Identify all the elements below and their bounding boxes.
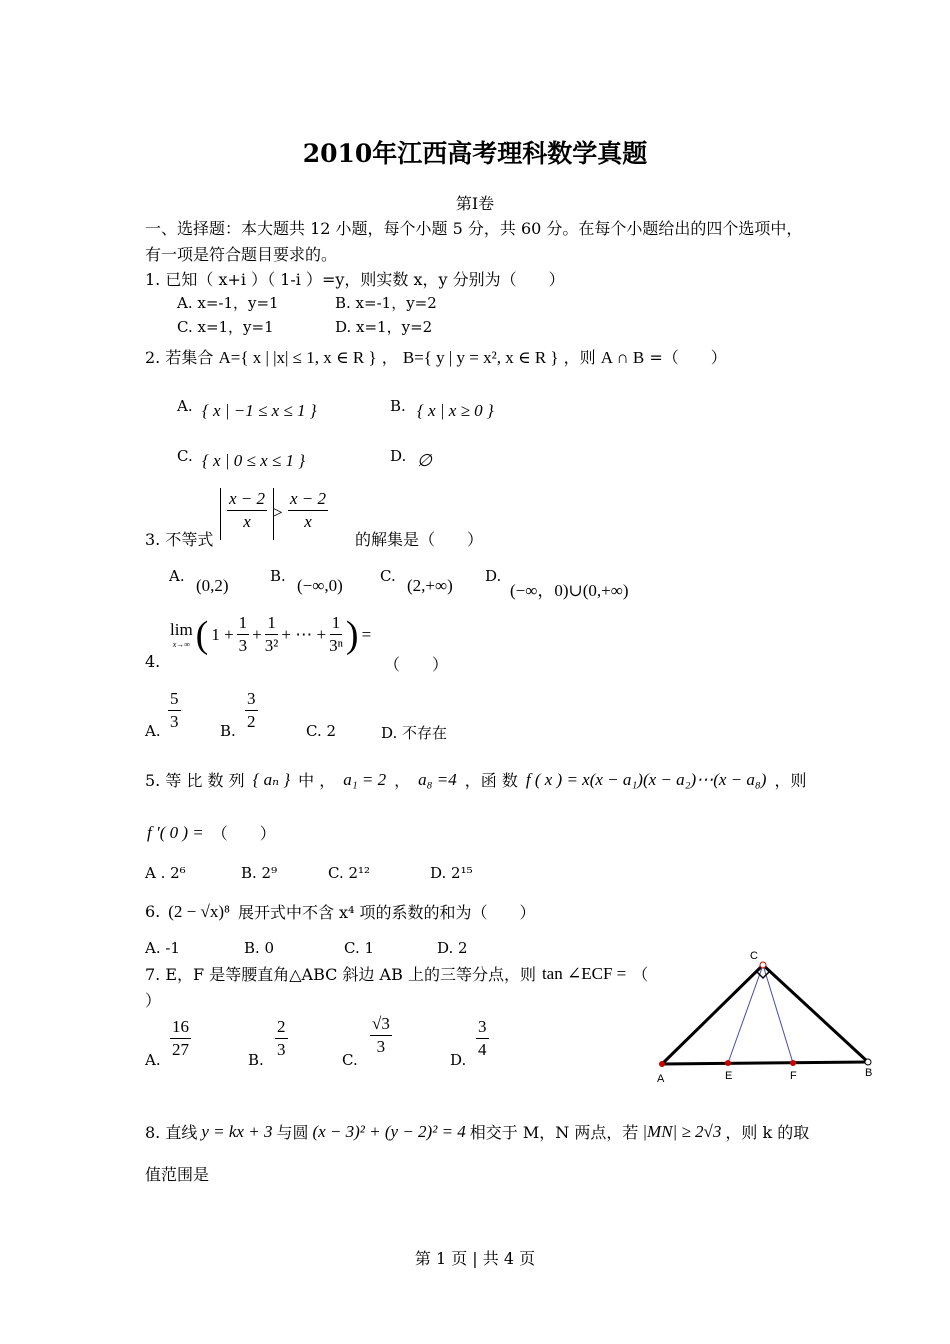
q6-number: 6. bbox=[145, 902, 161, 921]
q3-den-left: x bbox=[243, 512, 251, 531]
q4-one: 1 + bbox=[211, 624, 234, 644]
q3-fraction-left bbox=[227, 488, 267, 533]
q4-plus: + bbox=[252, 624, 262, 644]
q7-point-f bbox=[790, 1060, 796, 1066]
q2-option-d-value: ∅ bbox=[417, 451, 432, 470]
q3-option-d-label: D. bbox=[485, 567, 502, 585]
q2-stem bbox=[145, 345, 727, 368]
q7-option-b-num: 2 bbox=[275, 1016, 288, 1039]
q2-option-a-label: A. bbox=[177, 397, 193, 415]
q4-eq: = bbox=[361, 624, 372, 644]
q2-then: ，则 bbox=[563, 348, 596, 367]
q4-option-d: D. 不存在 bbox=[381, 724, 448, 742]
q7-label-e: E bbox=[725, 1070, 733, 1082]
q6-stem bbox=[145, 900, 536, 923]
q4-f3-den: 3ⁿ bbox=[329, 636, 343, 655]
q5-derivative: f ′( 0 ) = bbox=[147, 822, 204, 842]
page-footer: 第 1 页 | 共 4 页 bbox=[414, 1249, 536, 1268]
q5-comma: ， bbox=[394, 771, 411, 790]
q4-paren-open: ( bbox=[195, 613, 209, 656]
q3-option-c-value: (2,+∞) bbox=[407, 576, 453, 595]
q4-f2-den: 3² bbox=[264, 636, 279, 655]
q5-zhong: 中 ， bbox=[298, 771, 336, 790]
q7-point-b bbox=[865, 1059, 871, 1065]
q1-option-c: C. x=1，y=1 bbox=[177, 318, 274, 336]
q3-option-b-label: B. bbox=[270, 567, 286, 585]
q7-option-c-num: √3 bbox=[370, 1013, 392, 1036]
q7-option-a-label: A. bbox=[145, 1051, 161, 1069]
q7-option-c-den: 3 bbox=[376, 1037, 386, 1056]
q2-set-a: A={ x | |x| ≤ 1, x ∈ R } bbox=[218, 348, 377, 367]
q7-option-d-fraction bbox=[476, 1016, 489, 1061]
q5-prefix: 5. 等 比 数 列 bbox=[145, 771, 245, 790]
q3-gt: > bbox=[273, 503, 283, 522]
q5-sequence: { aₙ } bbox=[252, 769, 291, 789]
q4-option-b-label: B. bbox=[220, 722, 236, 740]
q4-paren-close: ) bbox=[345, 613, 359, 656]
q7-option-d-num: 3 bbox=[476, 1016, 489, 1039]
q8-line-2: 值范围是 bbox=[145, 1165, 210, 1184]
q2-option-c-value: { x | 0 ≤ x ≤ 1 } bbox=[202, 451, 306, 470]
q3-option-b-value: (−∞,0) bbox=[297, 576, 343, 595]
q7-point-e bbox=[725, 1060, 731, 1066]
q4-dots: + ⋯ + bbox=[281, 624, 327, 644]
q4-option-b-fraction bbox=[245, 688, 258, 733]
q4-option-a-label: A. bbox=[145, 722, 161, 740]
q4-option-c: C. 2 bbox=[306, 722, 337, 740]
q7-label-a: A bbox=[657, 1073, 665, 1085]
q5-deriv-line bbox=[147, 821, 276, 844]
intro-line-1: 一、选择题：本大题共 12 小题，每个小题 5 分，共 60 分。在每个小题给出的四个选项中， bbox=[145, 219, 803, 238]
q4-option-b-num: 3 bbox=[245, 688, 258, 711]
q8-tail: ，则 k 的取 bbox=[725, 1123, 810, 1142]
q7-point-c bbox=[760, 962, 766, 968]
q5-tail: （ ） bbox=[211, 824, 276, 843]
q7-edge-cb bbox=[763, 965, 868, 1062]
q3-prefix: 3. 不等式 bbox=[145, 530, 214, 549]
q4-f2-num: 1 bbox=[265, 612, 278, 635]
q7-paren-close: ） bbox=[145, 991, 162, 1010]
q4-number: 4. bbox=[145, 652, 161, 671]
q4-option-a-fraction bbox=[168, 688, 181, 733]
q8-line: y = kx + 3 bbox=[201, 1121, 273, 1141]
q4-lim-sub: x→∞ bbox=[172, 640, 190, 649]
q2-prefix: 2. 若集合 bbox=[145, 348, 214, 367]
q4-lim-word: lim bbox=[170, 620, 193, 639]
q6-expression: (2 − √x)⁸ bbox=[168, 901, 230, 921]
q7-label-f: F bbox=[790, 1070, 797, 1082]
q2-tail: =（ ） bbox=[649, 348, 727, 367]
q7-option-a-num: 16 bbox=[170, 1016, 191, 1039]
q2-option-a-value: { x | −1 ≤ x ≤ 1 } bbox=[202, 401, 317, 420]
q7-edge-ca bbox=[662, 965, 763, 1064]
q8-stem bbox=[145, 1120, 809, 1143]
q6-option-b: B. 0 bbox=[244, 939, 275, 957]
q3-tail: 的解集是（ ） bbox=[355, 530, 484, 549]
q7-point-a bbox=[659, 1061, 665, 1067]
q3-abs-fraction bbox=[220, 488, 274, 540]
q1-stem: 1. 已知（ x+i ）（ 1-i ）=y，则实数 x，y 分别为（ ） bbox=[145, 270, 565, 289]
q3-den-right: x bbox=[304, 512, 312, 531]
q5-function: f ( x ) = x(x − a₁)(x − a₂)⋯(x − a₈) bbox=[525, 769, 767, 789]
q4-option-a-den: 3 bbox=[170, 712, 179, 731]
q8-circle: (x − 3)² + (y − 2)² = 4 bbox=[312, 1121, 466, 1141]
q3-num-right: x − 2 bbox=[288, 488, 328, 511]
q4-f3-num: 1 bbox=[330, 612, 343, 635]
q6-option-d: D. 2 bbox=[437, 939, 468, 957]
q7-stem bbox=[145, 962, 648, 985]
q3-fraction-right bbox=[288, 488, 328, 533]
q5-a8: a₈ =4 bbox=[418, 769, 457, 789]
q5-func-label: ，函 数 bbox=[464, 771, 518, 790]
q7-edge-ab bbox=[662, 1062, 868, 1064]
q7-paren-open: （ bbox=[632, 965, 649, 984]
q2-intersection: A ∩ B bbox=[600, 348, 645, 367]
q7-option-b-den: 3 bbox=[277, 1040, 286, 1059]
q7-option-c-fraction bbox=[370, 1013, 392, 1058]
q4-lim bbox=[170, 620, 193, 649]
q2-option-b-label: B. bbox=[390, 397, 406, 415]
q5-option-b: B. 2⁹ bbox=[241, 864, 278, 882]
q5-option-d: D. 2¹⁵ bbox=[430, 864, 473, 882]
q5-stem bbox=[145, 768, 806, 791]
q3-num-left: x − 2 bbox=[227, 488, 267, 511]
q3-option-d-value: (−∞，0)∪(0,+∞) bbox=[510, 581, 629, 600]
q7-triangle-figure bbox=[640, 940, 890, 1090]
q8-condition: |MN| ≥ 2√3 bbox=[642, 1121, 722, 1141]
q3-option-a-label: A. bbox=[169, 567, 185, 585]
q8-with: 与圆 bbox=[276, 1123, 309, 1142]
q4-option-a-num: 5 bbox=[168, 688, 181, 711]
q7-option-b-fraction bbox=[275, 1016, 288, 1061]
q7-option-c-label: C. bbox=[342, 1051, 358, 1069]
q3-option-c-label: C. bbox=[380, 567, 396, 585]
q8-prefix: 8. 直线 bbox=[145, 1123, 198, 1142]
section-label: 第Ⅰ卷 bbox=[455, 194, 495, 213]
q1-option-b: B. x=-1，y=2 bbox=[335, 294, 437, 312]
q2-comma: ， bbox=[381, 348, 398, 367]
q5-a1: a₁ = 2 bbox=[343, 769, 387, 789]
q7-option-d-label: D. bbox=[450, 1051, 467, 1069]
q5-option-c: C. 2¹² bbox=[328, 864, 371, 882]
q7-option-a-fraction bbox=[170, 1016, 191, 1061]
q7-segment-ce bbox=[728, 965, 763, 1063]
q7-right-angle-mark bbox=[756, 971, 770, 978]
q6-option-c: C. 1 bbox=[344, 939, 375, 957]
q2-option-c-label: C. bbox=[177, 447, 193, 465]
q7-text: 7. E，F 是等腰直角△ABC 斜边 AB 上的三等分点，则 bbox=[145, 965, 536, 984]
q7-label-c: C bbox=[750, 950, 758, 962]
q8-intersect: 相交于 M，N 两点，若 bbox=[469, 1123, 639, 1142]
q4-tail: （ ） bbox=[384, 655, 449, 674]
intro-line-2: 有一项是符合题目要求的。 bbox=[145, 245, 338, 264]
q7-option-d-den: 4 bbox=[478, 1040, 487, 1059]
q6-option-a: A. -1 bbox=[145, 939, 180, 957]
q5-option-a: A . 2⁶ bbox=[145, 864, 186, 882]
q7-option-b-label: B. bbox=[248, 1051, 264, 1069]
q7-label-b: B bbox=[865, 1067, 873, 1079]
q4-f1-den: 3 bbox=[238, 636, 248, 655]
q2-option-d-label: D. bbox=[390, 447, 407, 465]
q1-option-a: A. x=-1，y=1 bbox=[177, 294, 279, 312]
q6-tail: 展开式中不含 x⁴ 项的系数的和为（ ） bbox=[237, 903, 536, 922]
q2-set-b: B={ y | y = x², x ∈ R } bbox=[402, 348, 559, 367]
q2-option-b-value: { x | x ≥ 0 } bbox=[417, 401, 494, 420]
q4-limit-expression bbox=[170, 612, 371, 657]
q7-tan: tan ∠ECF = bbox=[541, 963, 627, 983]
page-title: 2010年江西高考理科数学真题 bbox=[302, 139, 648, 168]
q5-then: ，则 bbox=[774, 771, 807, 790]
q4-option-b-den: 2 bbox=[247, 712, 256, 731]
q3-option-a-value: (0,2) bbox=[196, 576, 229, 595]
q7-option-a-den: 27 bbox=[172, 1040, 189, 1059]
q4-f1-num: 1 bbox=[237, 612, 250, 635]
q1-option-d: D. x=1，y=2 bbox=[335, 318, 433, 336]
